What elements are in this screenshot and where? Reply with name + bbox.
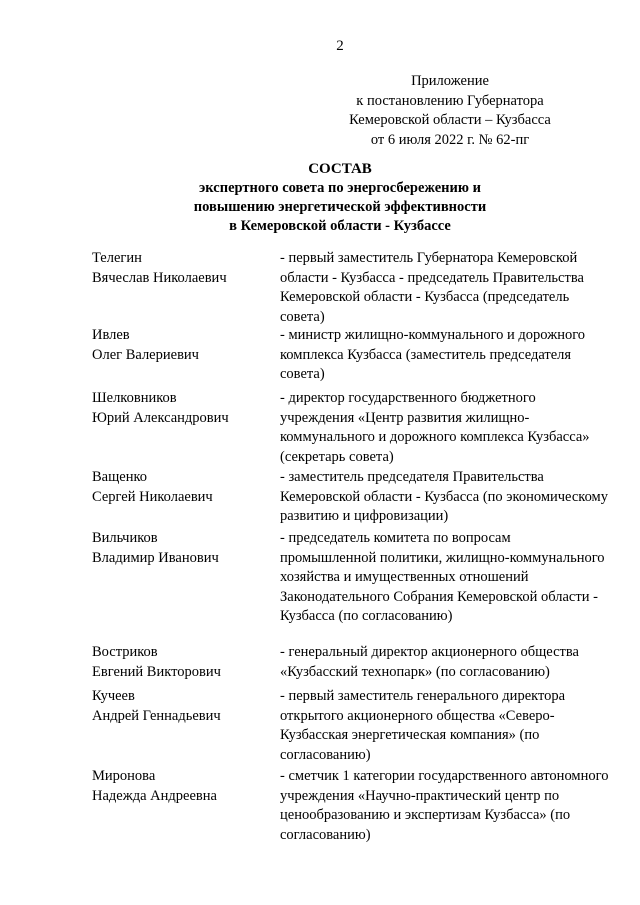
member-surname: Кучеев bbox=[92, 688, 135, 704]
member-role: - заместитель председателя Правительства Кемеровской области - Кузбасса (по экономическому развитию и цифровизации) bbox=[280, 469, 608, 524]
member-role: - сметчик 1 категории государственного автономного учреждения «Научно-практический центр по ценообразованию и экспертизам Кузбасса» (по согласованию) bbox=[280, 768, 609, 843]
heading-title: СОСТАВ bbox=[308, 161, 372, 177]
heading-line-2: повышению энергетической эффективности bbox=[193, 199, 487, 215]
appendix-line-4: от 6 июля 2022 г. № 62-пг bbox=[370, 131, 530, 148]
member-surname: Ивлев bbox=[92, 327, 130, 343]
member-surname: Шелковников bbox=[92, 390, 177, 406]
member-role: - первый заместитель Губернатора Кемеровской области - Кузбасса - председатель Правительства Кемеровской области - Кузбасса (председатель совета) bbox=[280, 250, 584, 325]
appendix-line-3: Кемеровской области – Кузбасса bbox=[349, 112, 551, 128]
member-role: - министр жилищно-коммунального и дорожного комплекса Кузбасса (заместитель председателя совета) bbox=[280, 327, 586, 382]
member-name bbox=[92, 643, 272, 682]
member-role: - председатель комитета по вопросам промышленной политики, жилищно-коммунального хозяйства и имущественных отношений Законодательного Собрания Кемеровской области - Кузбасса (по согласованию) bbox=[280, 530, 605, 624]
member-name bbox=[92, 529, 272, 568]
member-given-names: Вячеслав Николаевич bbox=[92, 269, 227, 286]
member-given-names: Евгений Викторович bbox=[92, 663, 221, 680]
member-role: - директор государственного бюджетного учреждения «Центр развития жилищно-коммунального и дорожного комплекса Кузбасса» (секретарь совета) bbox=[280, 390, 590, 465]
member-role: - первый заместитель генерального директора открытого акционерного общества «Северо-Кузбасская энергетическая компания» (по согласованию) bbox=[280, 688, 566, 763]
member-given-names: Владимир Иванович bbox=[92, 549, 219, 566]
member-given-names: Сергей Николаевич bbox=[92, 488, 213, 505]
member-name bbox=[92, 468, 272, 507]
member-surname: Ващенко bbox=[92, 469, 148, 485]
member-surname: Телегин bbox=[92, 250, 142, 266]
heading-line-1: экспертного совета по энергосбережению и bbox=[199, 180, 481, 196]
appendix-line-1: Приложение bbox=[411, 73, 489, 89]
member-role: - генеральный директор акционерного общества «Кузбасский технопарк» (по согласованию) bbox=[280, 644, 579, 680]
member-given-names: Юрий Александрович bbox=[92, 409, 229, 426]
member-given-names: Андрей Геннадьевич bbox=[92, 707, 221, 724]
page-number: 2 bbox=[336, 38, 344, 54]
appendix-line-2: к постановлению Губернатора bbox=[356, 92, 544, 109]
member-name bbox=[92, 767, 272, 806]
member-name bbox=[92, 389, 272, 428]
member-name bbox=[92, 326, 272, 365]
member-surname: Вильчиков bbox=[92, 530, 158, 546]
member-name bbox=[92, 249, 272, 288]
appendix-block bbox=[340, 72, 560, 150]
document-heading bbox=[140, 160, 540, 236]
member-surname: Миронова bbox=[92, 768, 156, 784]
heading-line-3: в Кемеровской области - Кузбассе bbox=[229, 218, 451, 234]
member-surname: Востриков bbox=[92, 644, 158, 660]
member-name bbox=[92, 687, 272, 726]
member-given-names: Олег Валериевич bbox=[92, 346, 199, 363]
member-given-names: Надежда Андреевна bbox=[92, 787, 217, 804]
